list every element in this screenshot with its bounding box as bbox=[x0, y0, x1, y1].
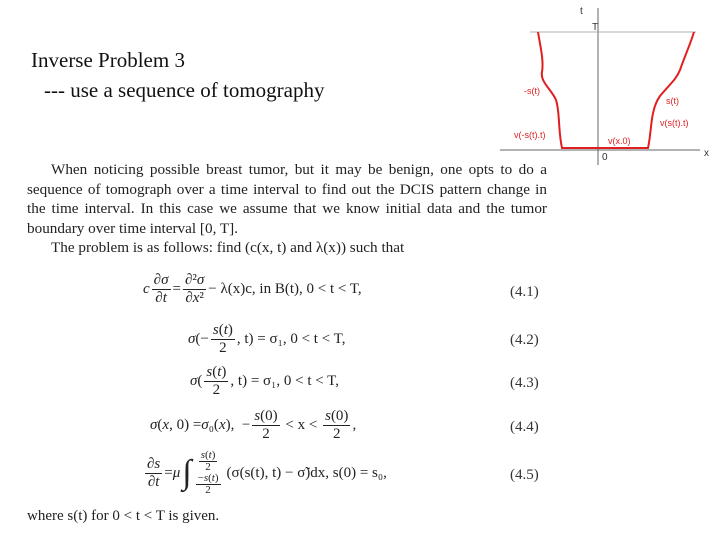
equation-4-2: σ (− $\frac{s(t)}{2}$ , t) = σ₁, 0 < t < T, bbox=[188, 322, 346, 356]
equation-number-4-2: (4.2) bbox=[510, 332, 539, 348]
footer-text: where s(t) for 0 < t < T is given. bbox=[27, 508, 220, 524]
body-text bbox=[27, 160, 547, 258]
label-x: x bbox=[704, 148, 709, 159]
equation-4-5-tail: (σ(s(t), t) − σ̃)dx, s(0) = s₀, bbox=[226, 464, 387, 481]
tumor-boundary-figure bbox=[500, 0, 720, 172]
equation-4-3-tail: , t) = σ₁, 0 < t < T, bbox=[230, 373, 339, 389]
integral-limits: $\frac{s(t)}{2}$ $\frac{-s(t)}{2}$ bbox=[197, 449, 219, 496]
label-v-left: v(-s(t).t) bbox=[514, 130, 546, 140]
label-s: s(t) bbox=[666, 96, 679, 106]
slide-title: Inverse Problem 3 bbox=[31, 48, 185, 72]
label-minus-s: -s(t) bbox=[524, 86, 540, 96]
equation-4-4-mid: < x < bbox=[285, 417, 318, 433]
label-t: t bbox=[580, 6, 583, 17]
equation-number-4-1: (4.1) bbox=[510, 284, 539, 300]
paragraph-problem: The problem is as follows: find (c(x, t) and λ(x)) such that bbox=[51, 239, 405, 257]
tumor-boundary-curve bbox=[538, 32, 694, 148]
equation-4-1: c $\frac{\partial\sigma}{\partial t}$ = $\frac{\text{∂²σ}}{\text{∂x²}}$ − λ(x)c, in B(t), 0 < t < T, bbox=[143, 272, 362, 306]
label-zero: 0 bbox=[602, 152, 608, 163]
equation-number-4-5: (4.5) bbox=[510, 467, 539, 483]
label-T: T bbox=[592, 22, 599, 33]
equation-4-3: σ ( $\frac{s(t)}{2}$ , t) = σ₁, 0 < t < T, bbox=[190, 364, 339, 398]
equation-4-1-tail: − λ(x)c, in B(t), 0 < t < T, bbox=[208, 281, 362, 297]
equation-4-2-tail: , t) = σ₁, 0 < t < T, bbox=[236, 331, 346, 347]
integral-sign: ∫ bbox=[182, 454, 192, 491]
equation-4-5: $\frac{\partial s}{\partial t}$ = μ ∫ $\frac{s(t)}{2}$ $\frac{-s(t)}{2}$ (σ(s(t), t) − σ̃)dx, s(0) = s₀, bbox=[147, 449, 387, 496]
equation-number-4-3: (4.3) bbox=[510, 375, 539, 391]
label-v-bottom: v(x.0) bbox=[608, 136, 631, 146]
slide-subtitle: --- use a sequence of tomography bbox=[44, 78, 325, 102]
paragraph-intro: When noticing possible breast tumor, but it may be benign, one opts to do a sequence of tomograph over a time interval to find out the DCIS pattern change in the time interval. In this case we assume that we know initial data and the tumor boundary over time interval [0, T]. bbox=[27, 161, 547, 237]
equation-4-4: σ ( x , 0) = σ ₀( x ), − $\frac{s(0)}{2}$ < x < $\frac{s(0)}{2}$ , bbox=[150, 408, 357, 442]
equation-number-4-4: (4.4) bbox=[510, 419, 539, 435]
label-v-right: v(s(t).t) bbox=[660, 118, 689, 128]
